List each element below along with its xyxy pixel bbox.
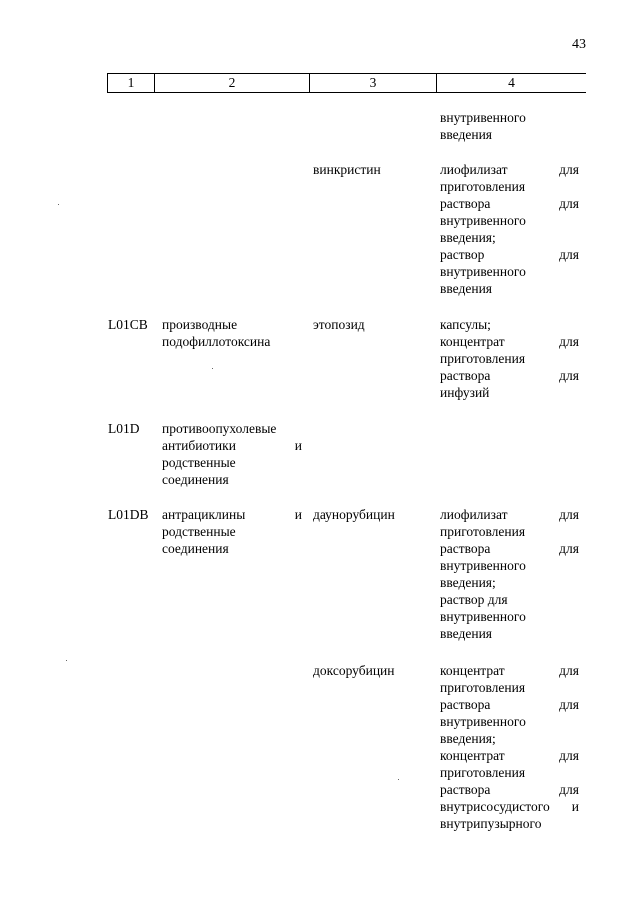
drug-name: этопозид [313,317,365,332]
text-line [440,679,579,696]
word: раствора [440,196,491,211]
text-line [440,608,579,625]
dosage-forms [440,109,579,143]
word: раствора [440,541,491,556]
column-header-1: 1 [108,74,155,93]
word: капсулы; [440,317,491,332]
text-line [162,523,302,540]
word: внутривенного [440,609,526,624]
atc-code: L01DB [108,507,149,522]
text-line [440,713,579,730]
word: соединения [162,541,229,556]
column-header-table [107,73,586,93]
text-line [440,280,579,297]
text-line [440,662,579,679]
dosage-forms [440,316,579,401]
word: раствора [440,782,491,797]
text-line [440,316,579,333]
text-line [440,195,579,212]
word: производные [162,317,238,332]
word: введения; [440,575,496,590]
atc-code: L01CB [108,317,148,332]
word: для [559,196,579,211]
word: и [571,799,579,814]
word: внутривенного [440,264,526,279]
word: внутрипузырного [440,816,542,831]
word: приготовления [440,524,526,539]
text-line [162,471,302,488]
word: для [559,697,579,712]
page-number: 43 [572,37,586,52]
scan-speck [58,204,59,205]
text-line [440,350,579,367]
text-line [440,523,579,540]
column-header-4: 4 [437,74,587,93]
text-line [440,506,579,523]
text-line [440,126,579,143]
text-line [440,557,579,574]
text-line [440,574,579,591]
text-line [440,384,579,401]
text-line [440,625,579,642]
word: концентрат [440,663,505,678]
atc-group [162,506,302,557]
dosage-forms [440,506,579,642]
word: инфузий [440,385,490,400]
text-line [440,333,579,350]
text-line [162,540,302,557]
word: раствора [440,697,491,712]
word: для [559,748,579,763]
word: лиофилизат [440,162,508,177]
text-line [440,212,579,229]
word: антибиотики [162,438,236,453]
drug-name: винкристин [313,162,381,177]
word: внутривенного [440,558,526,573]
word: и [294,438,302,453]
text-line [162,437,302,454]
text-line [440,815,579,832]
text-line [440,367,579,384]
text-line [440,730,579,747]
word: для [559,782,579,797]
word: для [559,663,579,678]
word: концентрат [440,334,505,349]
text-line [162,316,302,333]
atc-code: L01D [108,421,140,436]
word: для [559,162,579,177]
text-line [440,781,579,798]
dosage-forms [440,662,579,832]
column-header-2: 2 [155,74,310,93]
text-line [440,764,579,781]
word: внутривенного [440,714,526,729]
word: введения [440,626,493,641]
text-line [440,246,579,263]
word: для [559,541,579,556]
text-line [440,161,579,178]
text-line [440,540,579,557]
word: противоопухолевые [162,421,277,436]
word: введения; [440,731,496,746]
word: родственные [162,455,236,470]
word: лиофилизат [440,507,508,522]
scan-speck [66,660,67,661]
word: и [294,507,302,522]
word: раствор для [440,592,508,607]
atc-group [162,420,302,488]
word: введения; [440,230,496,245]
word: концентрат [440,748,505,763]
word: введения [440,127,493,142]
word: для [559,507,579,522]
text-line [162,333,302,350]
word: приготовления [440,351,526,366]
word: для [559,368,579,383]
scan-speck [212,368,213,369]
word: антрациклины [162,507,246,522]
text-line [440,178,579,195]
text-line [440,798,579,815]
dosage-forms [440,161,579,297]
text-line [440,747,579,764]
word: внутривенного [440,110,526,125]
column-header-3: 3 [310,74,437,93]
text-line [440,263,579,280]
word: введения [440,281,493,296]
scan-speck [398,779,399,780]
word: подофиллотоксина [162,334,271,349]
drug-name: даунорубицин [313,507,395,522]
word: соединения [162,472,229,487]
word: для [559,334,579,349]
word: раствора [440,368,491,383]
text-line [162,420,302,437]
word: для [559,247,579,262]
text-line [440,696,579,713]
text-line [440,591,579,608]
drug-name: доксорубицин [313,663,395,678]
word: внутривенного [440,213,526,228]
text-line [162,454,302,471]
word: внутрисосудистого [440,799,550,814]
word: приготовления [440,680,526,695]
word: раствор [440,247,485,262]
word: родственные [162,524,236,539]
text-line [440,109,579,126]
word: приготовления [440,179,526,194]
word: приготовления [440,765,526,780]
text-line [162,506,302,523]
atc-group [162,316,302,350]
text-line [440,229,579,246]
